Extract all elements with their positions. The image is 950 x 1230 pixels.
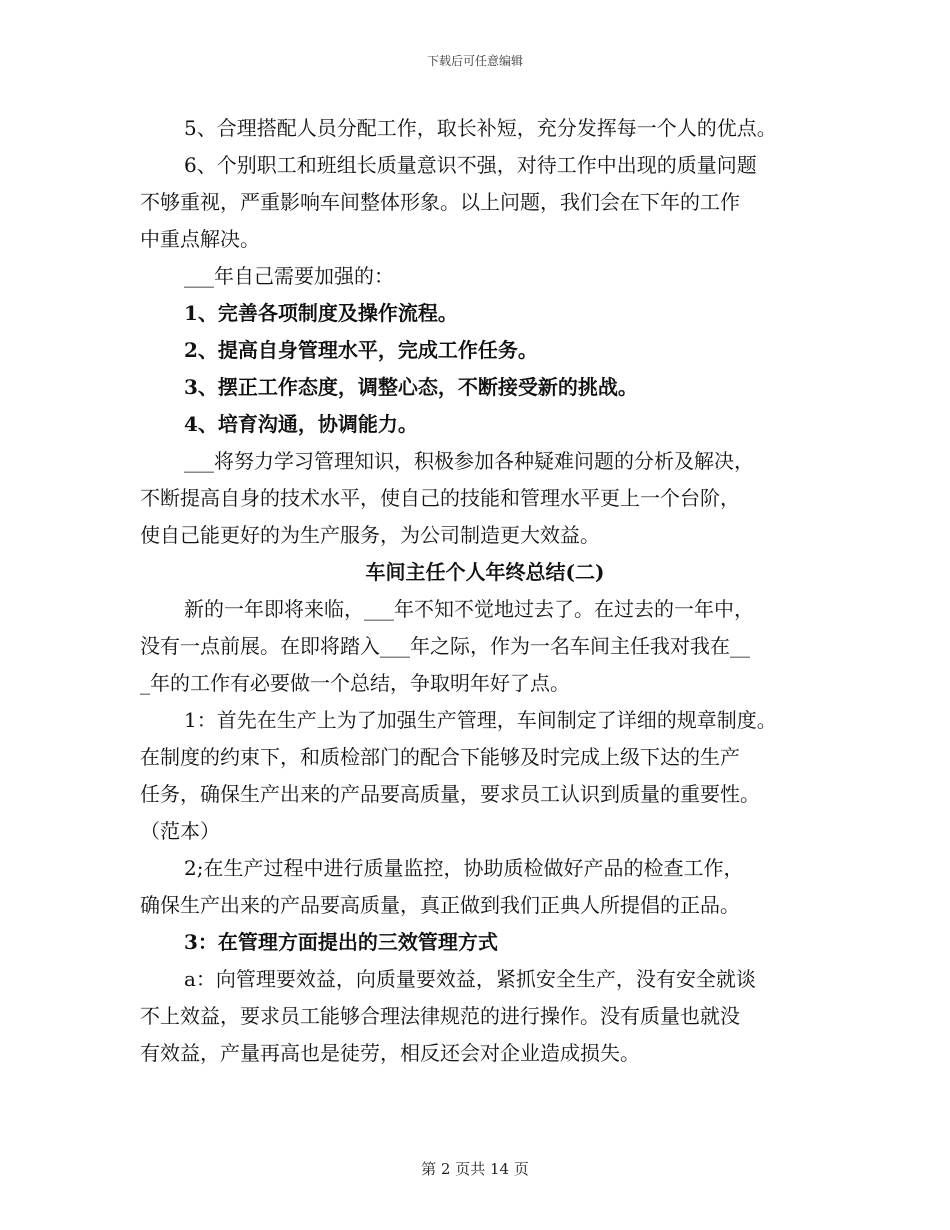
text-line: （范本） [140,819,220,843]
document-body [140,110,830,1072]
paragraph-point-1 [140,702,830,850]
text-line: 任务，确保生产出来的产品要高质量，要求员工认识到质量的重要性。 [140,782,760,806]
text-line: 不断提高自身的技术水平，使自己的技能和管理水平更上一个台阶， [140,486,740,510]
section-title [140,554,830,591]
paragraph-effort [140,443,830,554]
text-line: 不上效益，要求员工能够合理法律规范的进行操作。没有质量也就没 [140,1004,740,1028]
text-line: 有效益，产量再高也是徒劳，相反还会对企业造成损失。 [140,1041,640,1065]
page-header: 下载后可任意编辑 [426,54,523,68]
text-line: 4、培育沟通，协调能力。 [184,412,418,436]
text-line: 1、完善各项制度及操作流程。 [184,301,458,325]
text-line: 3、摆正工作态度，调整心态，不断接受新的挑战。 [184,375,638,399]
text-line: 6、个别职工和班组长质量意识不强，对待工作中出现的质量问题 [184,153,757,177]
text-line: 没有一点前展。在即将踏入___年之际，作为一名车间主任我对我在__ [140,634,750,658]
text-line: 使自己能更好的为生产服务，为公司制造更大效益。 [140,523,600,547]
text-line: 确保生产出来的产品要高质量，真正做到我们正典人所提倡的正品。 [140,893,740,917]
text-line: 新的一年即将来临，___年不知不觉地过去了。在过去的一年中， [184,597,754,621]
text-line: ___将努力学习管理知识，积极参加各种疑难问题的分析及解决， [184,449,754,473]
text-line: 2;在生产过程中进行质量监控，协助质检做好产品的检查工作， [184,856,744,880]
text-line: 在制度的约束下，和质检部门的配合下能够及时完成上级下达的生产 [140,745,740,769]
bold-item-3 [140,369,830,406]
text-line: 1：首先在生产上为了加强生产管理，车间制定了详细的规章制度。 [184,708,777,732]
paragraph-item-5 [140,110,830,147]
bold-item-4 [140,406,830,443]
paragraph-intro [140,591,830,702]
paragraph-point-2 [140,850,830,924]
paragraph-item-6 [140,147,830,258]
bold-item-1 [140,295,830,332]
text-line: _年的工作有必要做一个总结，争取明年好了点。 [140,671,570,695]
text-line: ___年自己需要加强的： [184,264,394,288]
text-line: 中重点解决。 [140,227,260,251]
page-footer: 第 2 页共 14 页 [421,1160,529,1178]
paragraph-point-3-heading [140,924,830,961]
text-line: 车间主任个人年终总结(二) [365,560,605,584]
text-line: 5、合理搭配人员分配工作，取长补短，充分发挥每一个人的优点。 [184,116,777,140]
paragraph-point-a [140,961,830,1072]
text-line: 2、提高自身管理水平，完成工作任务。 [184,338,538,362]
text-line: a：向管理要效益，向质量要效益，紧抓安全生产，没有安全就谈 [184,967,756,991]
paragraph-need-strengthen [140,258,830,295]
text-line: 不够重视，严重影响车间整体形象。以上问题，我们会在下年的工作 [140,190,740,214]
bold-item-2 [140,332,830,369]
text-line: 3：在管理方面提出的三效管理方式 [184,930,498,954]
